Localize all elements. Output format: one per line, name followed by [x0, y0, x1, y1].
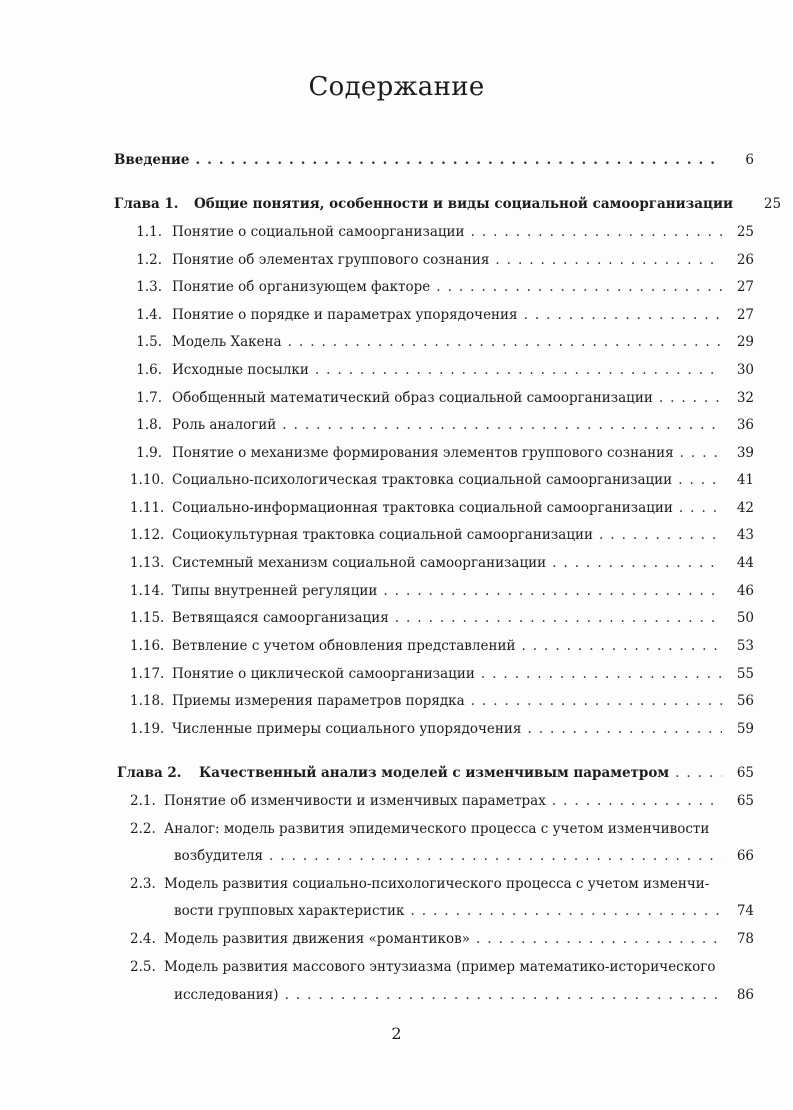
section-number: 2.5.	[130, 959, 156, 975]
section-page: 42	[736, 500, 754, 516]
dot-leader	[593, 527, 722, 543]
section-number: 2.4.	[130, 931, 156, 947]
toc-section-1-14[interactable]	[130, 583, 754, 599]
section-number: 1.14.	[130, 583, 165, 599]
section-title: Ветвящаяся самоорганизация	[172, 610, 389, 626]
section-number: 1.10.	[130, 472, 165, 488]
section-title: Понятие об организующем факторе	[172, 279, 431, 295]
toc-chapter-2[interactable]	[117, 765, 754, 781]
toc-section-1-5[interactable]	[130, 334, 754, 350]
toc-section-1-1[interactable]	[130, 224, 754, 240]
section-title: Типы внутренней регуляции	[172, 583, 378, 599]
section-title: Модель Хакена	[172, 334, 282, 350]
section-number: 1.8.	[136, 417, 162, 433]
toc-section-2-5[interactable]	[130, 959, 754, 975]
section-page: 59	[736, 721, 754, 737]
section-title: Социально-психологическая трактовка социальной самоорганизации	[172, 472, 673, 488]
toc-section-1-7[interactable]	[130, 390, 754, 406]
chapter-2-number: Глава 2.	[117, 765, 182, 781]
section-page: 66	[736, 848, 754, 864]
chapter-1-number: Глава 1.	[114, 196, 179, 212]
dot-leader	[470, 931, 722, 947]
section-title: Системный механизм социальной самоорганизации	[172, 555, 547, 571]
section-number: 1.11.	[130, 500, 165, 516]
section-page: 36	[736, 417, 754, 433]
section-title: Социокультурная трактовка социальной самоорганизации	[172, 527, 594, 543]
toc-section-1-11[interactable]	[130, 500, 754, 516]
toc-section-1-4[interactable]	[130, 307, 754, 323]
toc-section-1-18[interactable]	[130, 693, 754, 709]
section-title: Понятие о социальной самоорганизации	[172, 224, 465, 240]
section-title: Численные примеры социального упорядочения	[172, 721, 522, 737]
section-title: Социально-информационная трактовка социальной самоорганизации	[172, 500, 673, 516]
dot-leader	[189, 152, 722, 168]
toc-section-1-16[interactable]	[130, 638, 754, 654]
section-number: 1.13.	[130, 555, 165, 571]
section-page: 53	[736, 638, 754, 654]
dot-leader	[276, 417, 722, 433]
section-page: 86	[736, 987, 754, 1003]
dot-leader	[672, 472, 722, 488]
section-number: 1.18.	[130, 693, 165, 709]
dot-leader	[546, 793, 722, 809]
section-title: Модель развития движения «романтиков»	[164, 931, 470, 947]
section-page: 43	[736, 527, 754, 543]
toc-section-1-15[interactable]	[130, 610, 754, 626]
toc-section-1-19[interactable]	[130, 721, 754, 737]
section-title: Понятие о механизме формирования элементов группового сознания	[172, 445, 674, 461]
dot-leader	[465, 693, 722, 709]
toc-section-1-9[interactable]	[130, 445, 754, 461]
chapter-1-title: Общие понятия, особенности и виды социальной самоорганизации	[194, 196, 734, 212]
section-number: 2.2.	[130, 821, 156, 837]
dot-leader	[546, 555, 722, 571]
section-page: 25	[736, 224, 754, 240]
section-page: 39	[736, 445, 754, 461]
toc-section-1-3[interactable]	[130, 279, 754, 295]
toc-section-2-4[interactable]	[130, 931, 754, 947]
section-title-line: Аналог: модель развития эпидемического процесса с учетом изменчивости	[164, 821, 710, 837]
section-page: 30	[736, 362, 754, 378]
dot-leader	[282, 334, 722, 350]
section-title: Понятие о циклической самоорганизации	[172, 666, 475, 682]
chapter-1-page: 25	[763, 196, 782, 212]
dot-leader	[669, 765, 722, 781]
toc-section-2-2[interactable]	[130, 821, 754, 837]
section-title: Обобщенный математический образ социальной самоорганизации	[172, 390, 653, 406]
section-page: 46	[736, 583, 754, 599]
toc-section-1-17[interactable]	[130, 666, 754, 682]
toc-section-2-5-cont[interactable]	[174, 987, 754, 1003]
dot-leader	[518, 307, 722, 323]
section-page: 27	[736, 307, 754, 323]
dot-leader	[263, 848, 722, 864]
dot-leader	[377, 583, 722, 599]
section-number: 2.1.	[130, 793, 156, 809]
dot-leader	[430, 279, 722, 295]
section-page: 44	[736, 555, 754, 571]
toc-intro[interactable]	[114, 152, 754, 168]
dot-leader	[475, 666, 722, 682]
section-number: 1.7.	[136, 390, 162, 406]
section-title: возбудителя	[174, 848, 264, 864]
section-number: 1.6.	[136, 362, 162, 378]
toc-section-2-2-cont[interactable]	[174, 848, 754, 864]
section-page: 27	[736, 279, 754, 295]
dot-leader	[489, 252, 722, 268]
section-page: 41	[736, 472, 754, 488]
section-number: 1.3.	[136, 279, 162, 295]
dot-leader	[521, 721, 722, 737]
section-page: 78	[736, 931, 754, 947]
page-number: 2	[391, 1024, 402, 1043]
section-page: 55	[736, 666, 754, 682]
section-number: 1.4.	[136, 307, 162, 323]
section-title: Понятие о порядке и параметрах упорядочения	[172, 307, 518, 323]
section-title-line: Модель развития социально-психологического процесса с учетом изменчи-	[164, 876, 710, 892]
section-number: 1.12.	[130, 527, 165, 543]
toc-section-2-3-cont[interactable]	[174, 903, 754, 919]
toc-intro-label: Введение	[114, 152, 190, 168]
chapter-2-page: 65	[736, 765, 754, 781]
section-page: 26	[736, 252, 754, 268]
toc-section-1-10[interactable]	[130, 472, 754, 488]
toc-section-1-12[interactable]	[130, 527, 754, 543]
toc-section-2-3[interactable]	[130, 876, 754, 892]
section-page: 29	[736, 334, 754, 350]
dot-leader	[279, 987, 722, 1003]
section-title: Приемы измерения параметров порядка	[172, 693, 465, 709]
toc-chapter-1[interactable]	[114, 196, 782, 212]
section-number: 1.9.	[136, 445, 162, 461]
dot-leader	[404, 903, 722, 919]
section-number: 1.17.	[130, 666, 165, 682]
dot-leader	[673, 500, 722, 516]
section-title: Понятие об элементах группового сознания	[172, 252, 490, 268]
section-number: 2.3.	[130, 876, 156, 892]
section-page: 50	[736, 610, 754, 626]
chapter-2-title: Качественный анализ моделей с изменчивым параметром	[199, 765, 670, 781]
section-number: 1.16.	[130, 638, 165, 654]
page-title: Содержание	[308, 72, 485, 102]
section-title: исследования)	[174, 987, 279, 1003]
toc-section-1-2[interactable]	[130, 252, 754, 268]
dot-leader	[465, 224, 722, 240]
dot-leader	[515, 638, 722, 654]
section-title: Роль аналогий	[172, 417, 277, 433]
toc-section-2-1[interactable]	[130, 793, 754, 809]
section-number: 1.15.	[130, 610, 165, 626]
section-title: Понятие об изменчивости и изменчивых параметрах	[164, 793, 546, 809]
dot-leader	[389, 610, 722, 626]
section-page: 74	[736, 903, 754, 919]
toc-section-1-6[interactable]	[130, 362, 754, 378]
toc-section-1-8[interactable]	[130, 417, 754, 433]
section-title: Исходные посылки	[172, 362, 309, 378]
section-title-line: Модель развития массового энтузиазма (пример математико-исторического	[164, 959, 716, 975]
section-page: 56	[736, 693, 754, 709]
toc-section-1-13[interactable]	[130, 555, 754, 571]
section-page: 65	[736, 793, 754, 809]
section-title: Ветвление с учетом обновления представлений	[172, 638, 516, 654]
section-number: 1.5.	[136, 334, 162, 350]
section-number: 1.1.	[136, 224, 162, 240]
dot-leader	[653, 390, 722, 406]
section-page: 32	[736, 390, 754, 406]
section-number: 1.2.	[136, 252, 162, 268]
section-number: 1.19.	[130, 721, 165, 737]
section-title: вости групповых характеристик	[174, 903, 405, 919]
dot-leader	[674, 445, 722, 461]
dot-leader	[309, 362, 722, 378]
toc-intro-page: 6	[745, 152, 754, 168]
